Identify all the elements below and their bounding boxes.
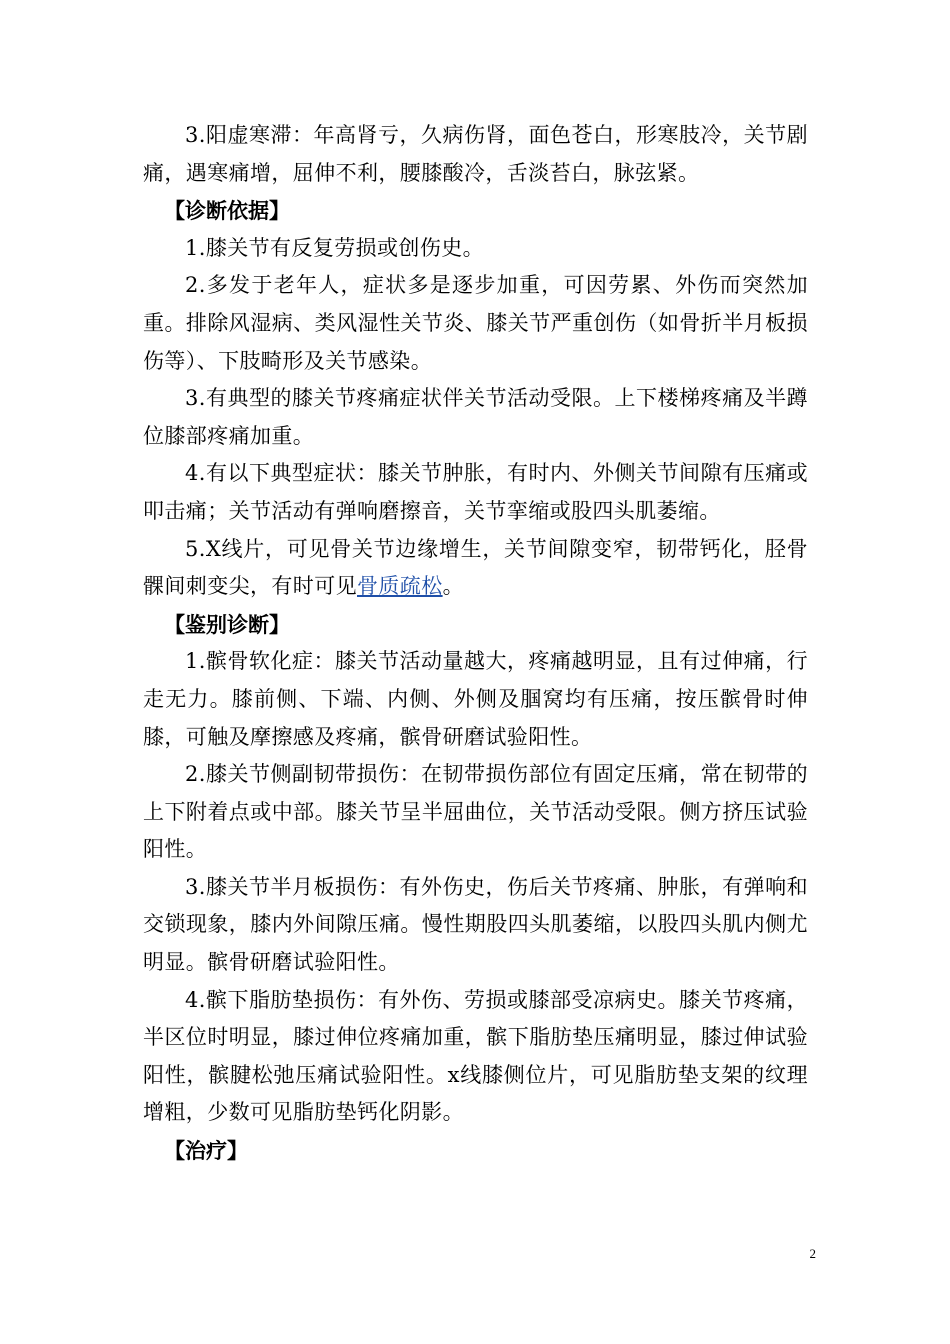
document-body — [143, 117, 808, 1170]
differential-item-2: 2.膝关节侧副韧带损伤：在韧带损伤部位有固定压痛，常在韧带的上下附着点或中部。膝关节呈半屈曲位，关节活动受限。侧方挤压试验阳性。 — [143, 762, 808, 862]
section-heading-differential: 【鉴别诊断】 — [164, 611, 290, 637]
diagnosis-item-2: 2.多发于老年人，症状多是逐步加重，可因劳累、外伤而突然加重。排除风湿病、类风湿性关节炎、膝关节严重创伤（如骨折半月板损伤等）、下肢畸形及关节感染。 — [143, 273, 808, 373]
paragraph-yang-xu-han-zhi: 3.阳虚寒滞：年高肾亏，久病伤肾，面色苍白，形寒肢冷，关节剧痛，遇寒痛增，屈伸不利，腰膝酸冷，舌淡苔白，脉弦紧。 — [143, 123, 808, 185]
osteoporosis-link[interactable]: 骨质疏松 — [357, 574, 443, 599]
section-heading-treatment: 【治疗】 — [164, 1138, 248, 1164]
diagnosis-item-5 — [143, 531, 808, 606]
section-heading-diagnosis: 【诊断依据】 — [164, 198, 290, 224]
differential-item-4: 4.髌下脂肪垫损伤：有外伤、劳损或膝部受凉病史。膝关节疼痛，半区位时明显，膝过伸位疼痛加重，髌下脂肪垫压痛明显，膝过伸试验阳性，髌腱松弛压痛试验阳性。x线膝侧位片，可见脂肪垫支架的纹理增粗，少数可见脂肪垫钙化阴影。 — [143, 987, 808, 1125]
diagnosis-item-1: 1.膝关节有反复劳损或创伤史。 — [185, 235, 485, 260]
diagnosis-item-5-text: 5.X线片，可见骨关节边缘增生，关节间隙变窄，韧带钙化，胫骨髁间刺变尖，有时可见 — [143, 536, 808, 599]
diagnosis-item-5-end: 。 — [442, 574, 465, 599]
differential-item-1: 1.髌骨软化症：膝关节活动量越大，疼痛越明显，且有过伸痛，行走无力。膝前侧、下端、内侧、外侧及腘窝均有压痛，按压髌骨时伸膝，可触及摩擦感及疼痛，髌骨研磨试验阳性。 — [143, 649, 808, 749]
diagnosis-item-3: 3.有典型的膝关节疼痛症状伴关节活动受限。上下楼梯疼痛及半蹲位膝部疼痛加重。 — [143, 386, 808, 448]
differential-item-3: 3.膝关节半月板损伤：有外伤史，伤后关节疼痛、肿胀，有弹响和交锁现象，膝内外间隙压痛。慢性期股四头肌萎缩，以股四头肌内侧尤明显。髌骨研磨试验阳性。 — [143, 874, 808, 975]
page-number: 2 — [809, 1246, 816, 1261]
diagnosis-item-4: 4.有以下典型症状：膝关节肿胀，有时内、外侧关节间隙有压痛或叩击痛；关节活动有弹响磨擦音，关节挛缩或股四头肌萎缩。 — [143, 461, 808, 523]
